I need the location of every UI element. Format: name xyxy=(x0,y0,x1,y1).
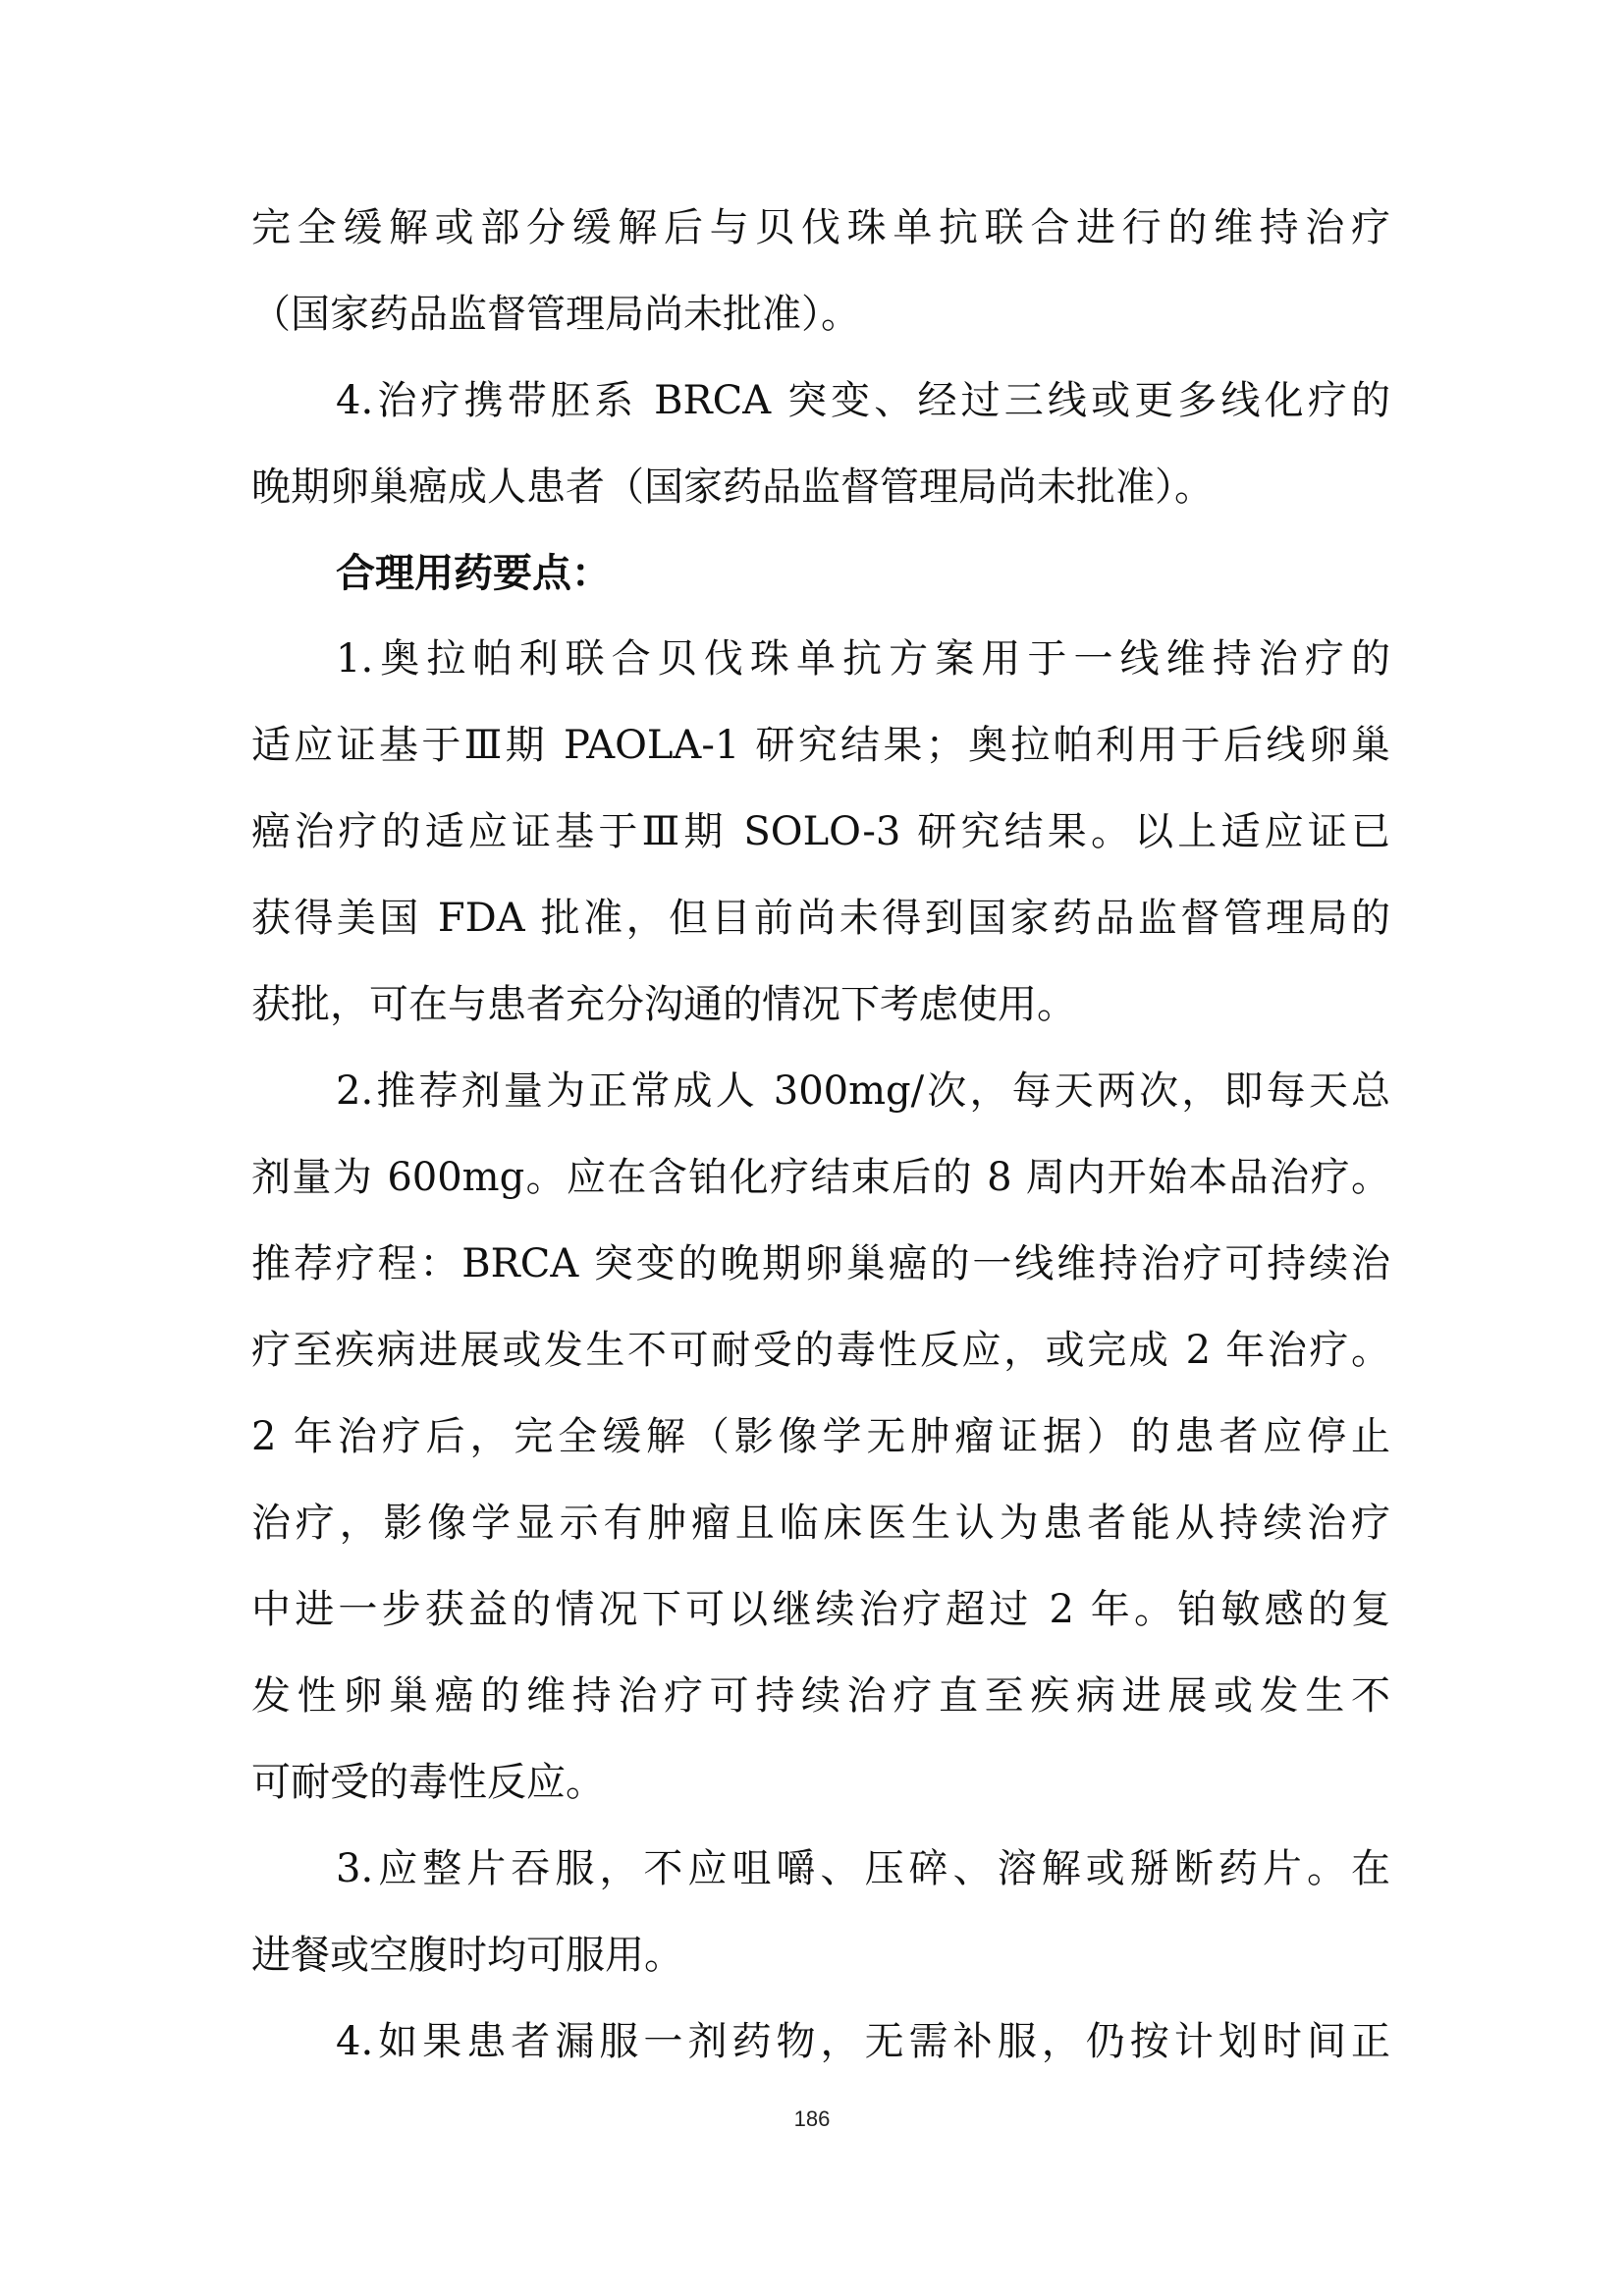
page-number: 186 xyxy=(793,2106,831,2131)
body-text-line: 疗至疾病进展或发生不可耐受的毒性反应，或完成 2 年治疗。 xyxy=(251,1328,1390,1373)
body-text-line: 完全缓解或部分缓解后与贝伐珠单抗联合进行的维持治疗 xyxy=(251,205,1390,250)
body-text-line: 癌治疗的适应证基于Ⅲ期 SOLO-3 研究结果。以上适应证已 xyxy=(251,809,1390,854)
body-text-line: （国家药品监督管理局尚未批准）。 xyxy=(251,292,860,337)
body-text-line: 推荐疗程：BRCA 突变的晚期卵巢癌的一线维持治疗可持续治 xyxy=(251,1241,1390,1286)
point-1-line: 1.奥拉帕利联合贝伐珠单抗方案用于一线维持治疗的 xyxy=(336,636,1390,682)
body-text-line: 2 年治疗后，完全缓解（影像学无肿瘤证据）的患者应停止 xyxy=(251,1414,1390,1459)
list-item-4-line: 4.治疗携带胚系 BRCA 突变、经过三线或更多线化疗的 xyxy=(336,378,1390,423)
point-2-line: 2.推荐剂量为正常成人 300mg/次，每天两次，即每天总 xyxy=(336,1068,1390,1114)
body-text-line: 进餐或空腹时均可服用。 xyxy=(251,1933,683,1978)
point-4-line: 4.如果患者漏服一剂药物，无需补服，仍按计划时间正 xyxy=(336,2019,1390,2064)
body-text-line: 可耐受的毒性反应。 xyxy=(251,1760,605,1805)
body-text-line: 适应证基于Ⅲ期 PAOLA-1 研究结果；奥拉帕利用于后线卵巢 xyxy=(251,723,1390,768)
body-text-line: 发性卵巢癌的维持治疗可持续治疗直至疾病进展或发生不 xyxy=(251,1673,1390,1719)
point-3-line: 3.应整片吞服，不应咀嚼、压碎、溶解或掰断药片。在 xyxy=(336,1846,1390,1891)
body-text-line: 获批，可在与患者充分沟通的情况下考虑使用。 xyxy=(251,982,1076,1027)
body-text-line: 获得美国 FDA 批准，但目前尚未得到国家药品监督管理局的 xyxy=(251,896,1390,941)
body-text-line: 晚期卵巢癌成人患者（国家药品监督管理局尚未批准）。 xyxy=(251,465,1214,510)
section-heading: 合理用药要点： xyxy=(336,551,611,596)
body-text-line: 中进一步获益的情况下可以继续治疗超过 2 年。铂敏感的复 xyxy=(251,1587,1390,1632)
body-text-line: 剂量为 600mg。应在含铂化疗结束后的 8 周内开始本品治疗。 xyxy=(251,1155,1390,1200)
body-text-line: 治疗，影像学显示有肿瘤且临床医生认为患者能从持续治疗 xyxy=(251,1501,1390,1546)
